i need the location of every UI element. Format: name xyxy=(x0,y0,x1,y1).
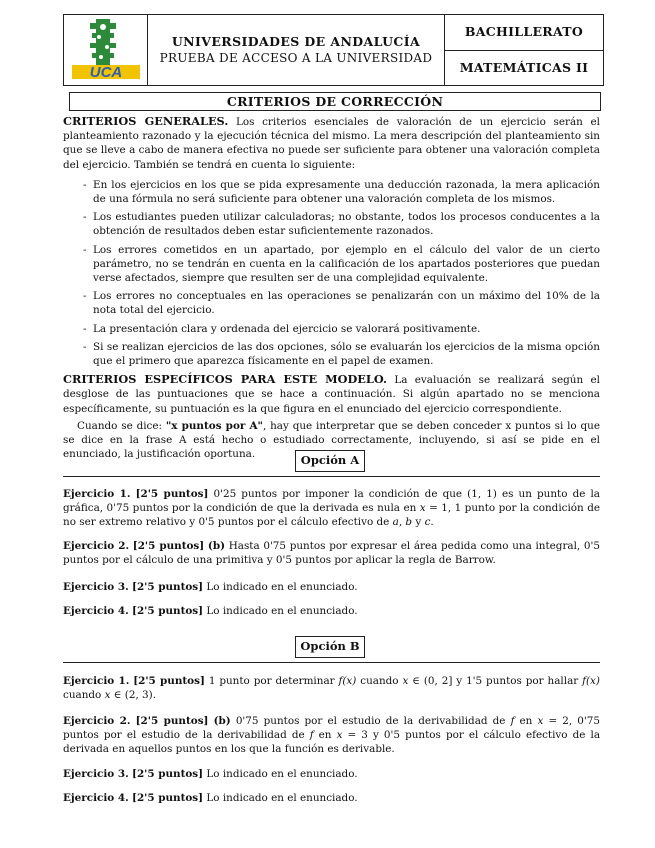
exercise-text: y xyxy=(412,516,425,529)
exercise-text: Lo indicado en el enunciado. xyxy=(206,605,358,617)
option-b-exercise-2 xyxy=(63,714,600,757)
exercise-points: [2'5 puntos] xyxy=(135,488,209,500)
note-prefix: Cuando se dice: xyxy=(77,419,166,432)
general-intro xyxy=(63,114,600,172)
list-item: - La presentación clara y ordenada del ejercicio se valorará positivamente. xyxy=(63,322,600,336)
exercise-text: = 3 y 0'5 puntos por el cálculo efectivo de la derivada en aquellos puntos en los que la función es derivable. xyxy=(63,729,601,756)
exercise-points: [2'5 puntos] xyxy=(135,715,209,727)
exercise-text: en xyxy=(514,715,538,727)
exercise-text: 1 punto por determinar xyxy=(208,675,339,687)
math-var: f(x) xyxy=(582,675,600,687)
exercise-points: [2'5 puntos] xyxy=(133,675,205,687)
exercise-points: [2'5 puntos] xyxy=(132,581,204,593)
math-var: f(x) xyxy=(338,675,357,687)
list-item: - Los errores cometidos en un apartado, por ejemplo en el cálculo del valor de un cierto parámetro, no se tendrán en cuenta en la calificación de los apartados posteriores que puedan verse afectados, siempre que resulten ser de una complejidad equivalente. xyxy=(63,243,600,286)
exercise-text: = 2, 0'75 puntos por el estudio de la derivabilidad de xyxy=(63,715,600,742)
header-right-cell xyxy=(445,15,603,85)
math-var: x xyxy=(402,675,409,687)
math-var: x xyxy=(419,502,426,515)
note-quote: "x puntos por A" xyxy=(165,419,263,432)
note-text: , hay que interpretar que se deben conceder x puntos si lo que se dice en la frase A está hecho o estudiado correctamente, incluyendo, si así se pide en el enunciado, la justificación oportuna. xyxy=(63,419,600,461)
exercise-points: [2'5 puntos] xyxy=(132,768,204,780)
exercise-text: 0'75 puntos por el estudio de la derivabilidad de xyxy=(235,715,511,727)
exercise-label: Ejercicio 1. xyxy=(63,675,130,687)
exercise-text: , xyxy=(398,516,406,529)
exercise-text: Lo indicado en el enunciado. xyxy=(206,768,358,780)
university-logo xyxy=(64,15,148,85)
exercise-part: (b) xyxy=(213,715,231,727)
exercise-text: . xyxy=(430,516,434,529)
exercise-text: = 1, 1 punto por la condición de no ser extremo relativo y 0'5 puntos por el cálculo efectivo de xyxy=(63,502,600,529)
exercise-text: Lo indicado en el enunciado. xyxy=(206,581,358,593)
exercise-text: cuando xyxy=(63,689,105,702)
option-b-exercise-3 xyxy=(63,767,600,781)
exercise-text: Lo indicado en el enunciado. xyxy=(206,792,358,804)
exercise-points: [2'5 puntos] xyxy=(132,540,205,552)
option-a-divider xyxy=(63,476,600,477)
math-var: a xyxy=(392,516,399,529)
list-item: - Los estudiantes pueden utilizar calculadoras; no obstante, todos los procesos conducentes a la obtención de resultados deben estar suficientemente razonados. xyxy=(63,210,600,238)
exercise-part: (b) xyxy=(207,540,226,552)
general-intro-text: Los criterios esenciales de valoración de un ejercicio serán el planteamiento razonado y la ejecución técnica del mismo. La mera descripción del planteamiento sin que se lleve a cabo de manera efectiva no puede ser suficiente para obtener una valoración completa del ejercicio. También se tendrá en cuenta lo siguiente: xyxy=(63,116,600,171)
option-b-divider xyxy=(63,662,600,663)
list-item: - Los errores no conceptuales en las operaciones se penalizarán con un máximo del 10% de la nota total del ejercicio. xyxy=(63,289,600,317)
math-var: b xyxy=(405,516,413,529)
general-criteria-section xyxy=(63,114,600,461)
exercise-label: Ejercicio 3. xyxy=(63,768,129,780)
exercise-text: 0'25 puntos por imponer la condición de que (1, 1) es un punto de la gráfica, 0'75 puntos por la condición de que la derivada es nula en xyxy=(63,488,600,515)
math-var: x xyxy=(336,729,343,742)
exercise-label: Ejercicio 1. xyxy=(63,488,131,500)
list-item: - En los ejercicios en los que se pida expresamente una deducción razonada, la mera aplicación de una fórmula no será suficiente para obtener una valoración completa de los mismos. xyxy=(63,178,600,206)
uca-logo-icon xyxy=(64,15,147,85)
exercise-label: Ejercicio 2. xyxy=(63,715,131,727)
specific-heading: CRITERIOS ESPECÍFICOS PARA ESTE MODELO. xyxy=(63,372,387,387)
option-a-exercise-2 xyxy=(63,539,600,567)
math-var: f xyxy=(510,715,515,727)
exercise-points: [2'5 puntos] xyxy=(132,792,204,804)
exam-header xyxy=(63,14,604,86)
general-heading: CRITERIOS GENERALES. xyxy=(63,114,229,128)
general-list xyxy=(63,178,600,368)
exercise-text: en xyxy=(313,729,337,742)
level-label: BACHILLERATO xyxy=(445,15,603,51)
list-item: - Si se realizan ejercicios de las dos opciones, sólo se evaluarán los ejercicios de la misma opción que el primero que aparezca físicamente en el papel de examen. xyxy=(63,340,600,368)
specific-criteria xyxy=(63,372,600,416)
exercise-points: [2'5 puntos] xyxy=(132,605,204,617)
option-b-title: Opción B xyxy=(295,636,365,658)
option-b-exercise-4 xyxy=(63,791,600,805)
math-var: c xyxy=(424,516,431,529)
university-name: UNIVERSIDADES DE ANDALUCÍA xyxy=(171,34,421,49)
math-var: x xyxy=(104,689,111,702)
exercise-label: Ejercicio 2. xyxy=(63,540,130,552)
specific-text: La evaluación se realizará según el desglose de las puntuaciones que se hace a continuación. Si algún apartado no se menciona específicamente, su puntuación es la que figura en el enunciado del ejercicio correspondiente. xyxy=(63,374,600,415)
exercise-label: Ejercicio 4. xyxy=(63,605,129,617)
exercise-label: Ejercicio 3. xyxy=(63,581,129,593)
option-b-exercise-1 xyxy=(63,674,600,702)
exercise-text: ∈ (0, 2] y 1'5 puntos por hallar xyxy=(408,675,583,687)
logo-text: UCA xyxy=(89,64,123,81)
exercise-text: Hasta 0'75 puntos por expresar el área pedida como una integral, 0'5 puntos por el cálculo de una primitiva y 0'5 puntos por aplicar la regla de Barrow. xyxy=(63,540,600,567)
option-a-exercise-3 xyxy=(63,580,600,594)
math-var: f xyxy=(309,729,314,742)
exercise-label: Ejercicio 4. xyxy=(63,792,129,804)
math-var: x xyxy=(537,715,544,727)
subject-label: MATEMÁTICAS II xyxy=(459,59,589,75)
criteria-title: CRITERIOS DE CORRECCIÓN xyxy=(69,92,601,111)
option-a-title: Opción A xyxy=(295,450,365,472)
exercise-text: ∈ (2, 3). xyxy=(110,689,157,702)
exercise-text: cuando xyxy=(356,675,403,687)
option-a-exercise-4 xyxy=(63,604,600,618)
header-title-cell xyxy=(148,15,445,85)
test-name: PRUEBA DE ACCESO A LA UNIVERSIDAD xyxy=(159,51,433,65)
option-a-exercise-1 xyxy=(63,487,600,530)
